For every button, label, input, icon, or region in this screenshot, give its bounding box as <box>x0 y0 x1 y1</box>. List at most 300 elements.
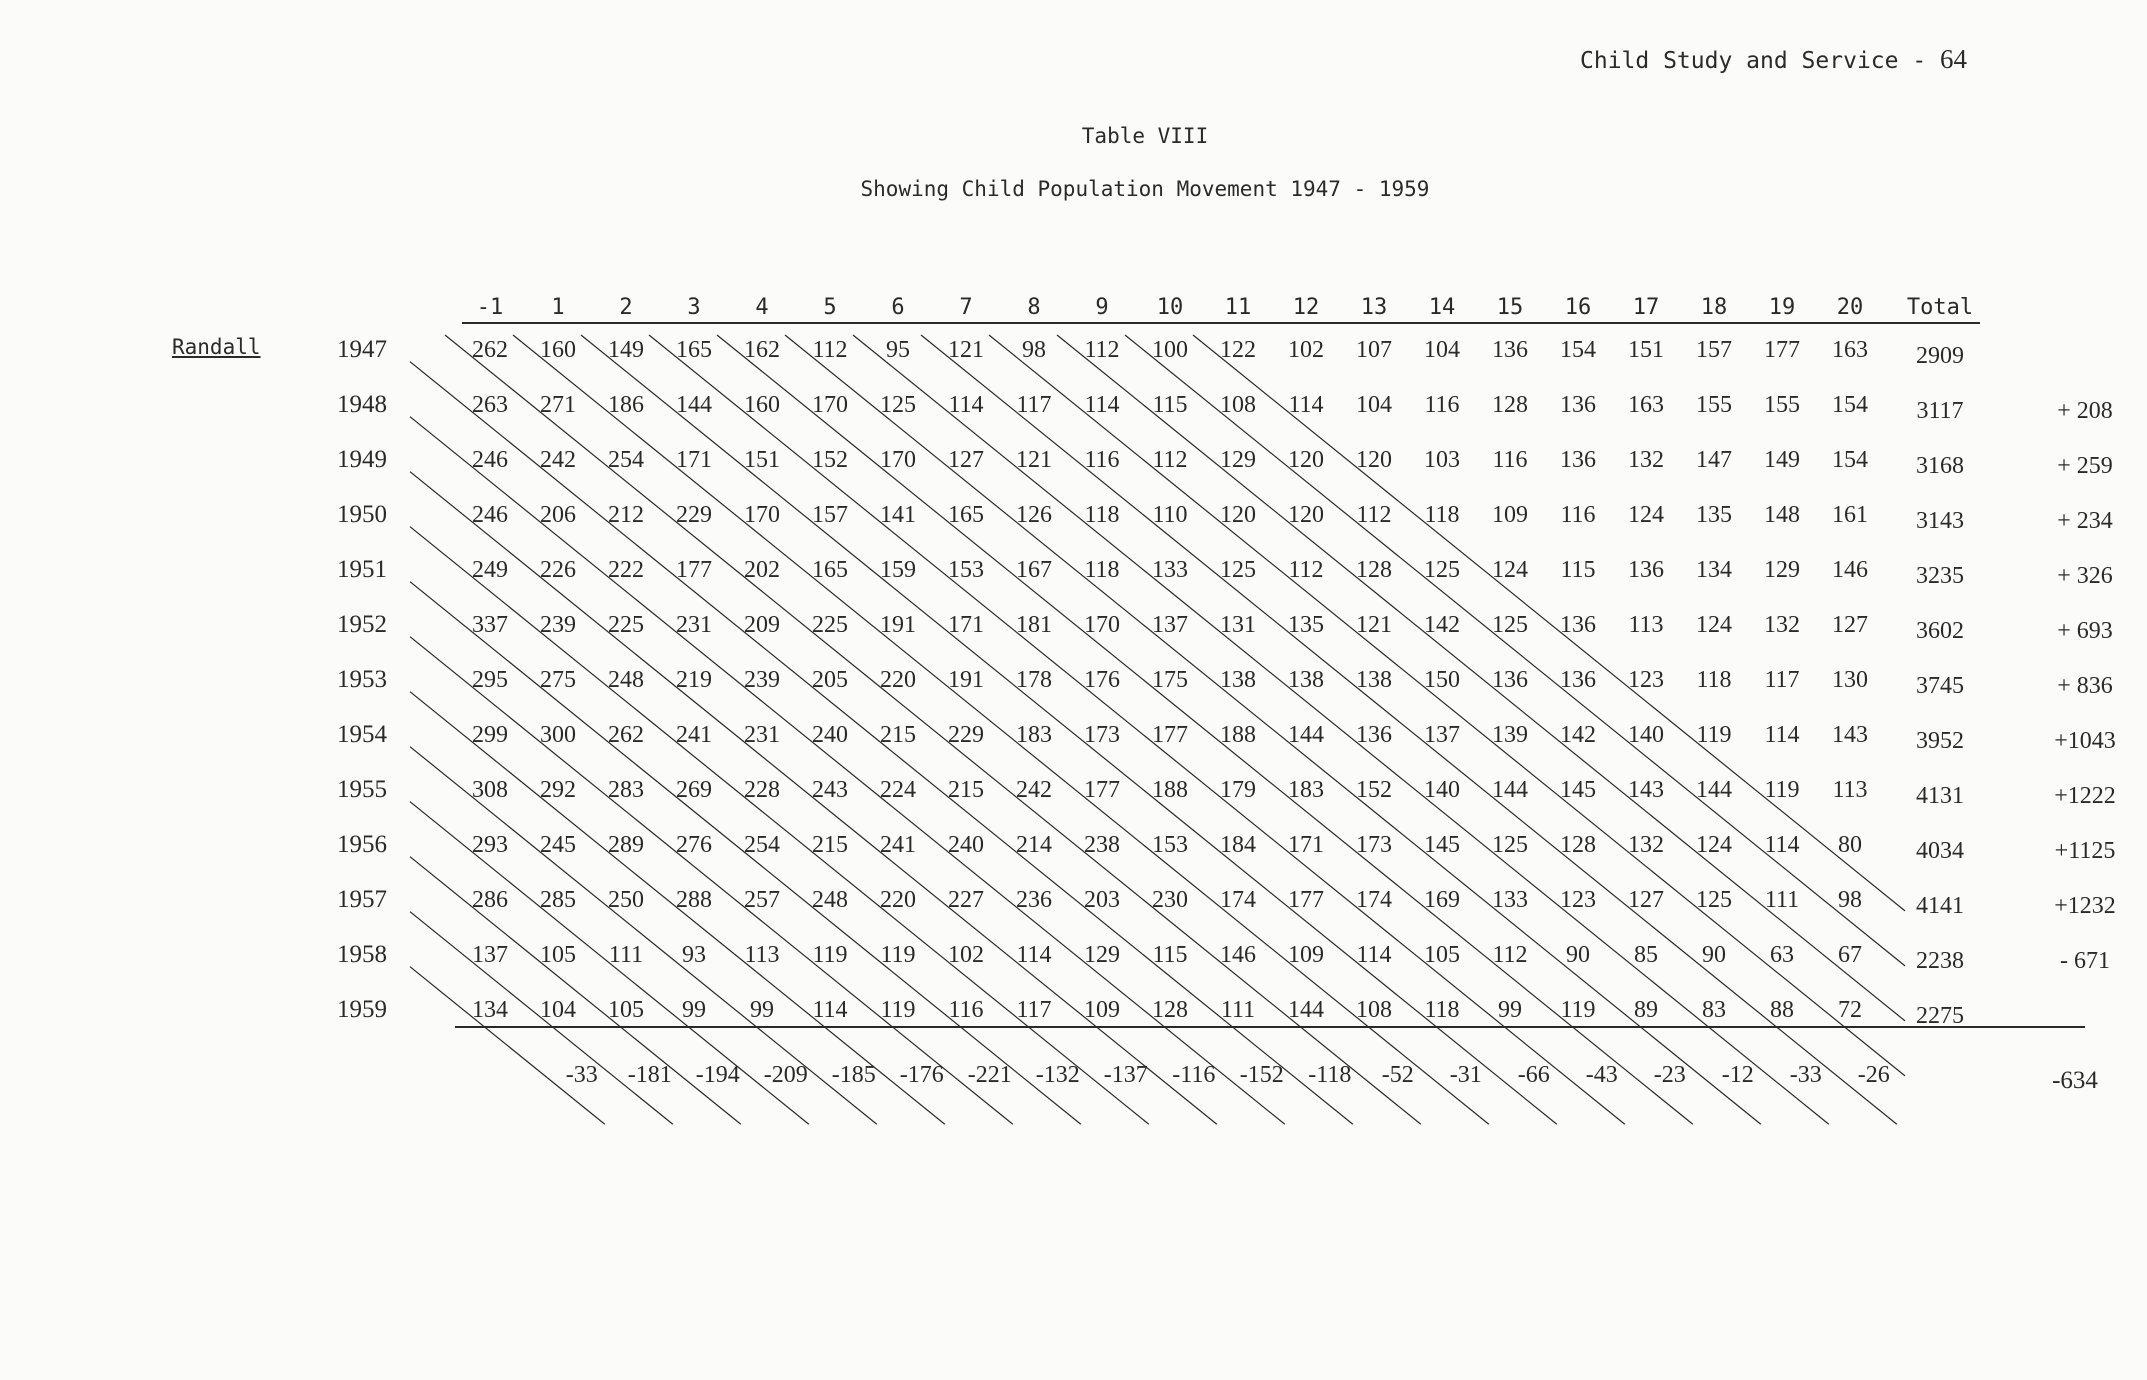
cohort-diagonal-line <box>410 637 1013 1125</box>
table-cell: 146 <box>1220 942 1256 968</box>
year-label: 1953 <box>337 666 387 693</box>
difference-cell: -176 <box>899 1062 944 1088</box>
table-cell: 225 <box>812 612 848 638</box>
table-cell: 154 <box>1832 392 1868 418</box>
year-label: 1948 <box>337 391 387 418</box>
table-cell: 205 <box>812 667 848 693</box>
table-cell: 241 <box>676 722 712 748</box>
table-cell: 119 <box>880 942 916 968</box>
table-cell: 132 <box>1628 832 1664 858</box>
table-cell: 110 <box>1152 502 1188 528</box>
row-total: 3143 <box>1916 508 1964 534</box>
table-cell: 177 <box>1764 337 1800 363</box>
table-cell: 115 <box>1152 942 1188 968</box>
table-cell: 152 <box>812 447 848 473</box>
table-cell: 130 <box>1832 667 1868 693</box>
table-cell: 129 <box>1084 942 1120 968</box>
cohort-diagonal-line <box>785 335 1761 1124</box>
table-cell: 170 <box>744 502 780 528</box>
year-label: 1955 <box>337 776 387 803</box>
difference-cell: -12 <box>1721 1062 1754 1088</box>
table-cell: 124 <box>1696 832 1732 858</box>
table-cell: 67 <box>1838 942 1862 968</box>
table-cell: 179 <box>1220 777 1256 803</box>
cohort-diagonal-line <box>1125 335 1905 966</box>
table-cell: 295 <box>472 667 508 693</box>
table-cell: 249 <box>472 557 508 583</box>
table-cell: 183 <box>1288 777 1324 803</box>
table-cell: 136 <box>1560 447 1596 473</box>
column-header: 1 <box>551 295 565 320</box>
row-total: 3745 <box>1916 673 1964 699</box>
year-label: 1959 <box>337 996 387 1023</box>
table-cell: 246 <box>472 447 508 473</box>
table-cell: 143 <box>1832 722 1868 748</box>
table-cell: 215 <box>948 777 984 803</box>
table-cell: 225 <box>608 612 644 638</box>
table-cell: 292 <box>540 777 576 803</box>
table-cell: 160 <box>540 337 576 363</box>
table-cell: 116 <box>1424 392 1460 418</box>
table-cell: 137 <box>1424 722 1460 748</box>
column-header: 10 <box>1156 295 1184 320</box>
table-cell: 177 <box>1288 887 1324 913</box>
table-cell: 111 <box>1764 887 1800 913</box>
table-cell: 123 <box>1628 667 1664 693</box>
table-cell: 191 <box>948 667 984 693</box>
table-cell: 157 <box>812 502 848 528</box>
difference-cell: -185 <box>831 1062 876 1088</box>
table-cell: 144 <box>1288 997 1324 1023</box>
table-cell: 137 <box>472 942 508 968</box>
table-cell: 132 <box>1764 612 1800 638</box>
table-cell: 138 <box>1356 667 1392 693</box>
table-cell: 161 <box>1832 502 1868 528</box>
table-cell: 170 <box>812 392 848 418</box>
cohort-diagonal-line <box>445 335 1421 1124</box>
table-cell: 102 <box>1288 337 1324 363</box>
year-label: 1954 <box>337 721 387 748</box>
table-cell: 167 <box>1016 557 1052 583</box>
table-cell: 117 <box>1016 997 1052 1023</box>
table-cell: 126 <box>1016 502 1052 528</box>
table-cell: 240 <box>812 722 848 748</box>
table-cell: 240 <box>948 832 984 858</box>
row-change: + 693 <box>2057 618 2113 644</box>
table-cell: 112 <box>1288 557 1324 583</box>
table-cell: 98 <box>1838 887 1862 913</box>
table-cell: 118 <box>1084 557 1120 583</box>
table-cell: 209 <box>744 612 780 638</box>
table-cell: 90 <box>1702 942 1726 968</box>
column-header: 7 <box>959 295 973 320</box>
table-cell: 254 <box>608 447 644 473</box>
table-cell: 99 <box>682 997 706 1023</box>
table-cell: 144 <box>1492 777 1528 803</box>
column-header: 16 <box>1564 295 1592 320</box>
table-cell: 124 <box>1696 612 1732 638</box>
difference-cell: -209 <box>763 1062 808 1088</box>
table-cell: 155 <box>1696 392 1732 418</box>
table-cell: 146 <box>1832 557 1868 583</box>
table-cell: 138 <box>1220 667 1256 693</box>
table-cell: 120 <box>1220 502 1256 528</box>
table-cell: 119 <box>1560 997 1596 1023</box>
table-cell: 144 <box>676 392 712 418</box>
table-cell: 117 <box>1764 667 1800 693</box>
table-cell: 163 <box>1628 392 1664 418</box>
table-cell: 134 <box>1696 557 1732 583</box>
table-cell: 120 <box>1288 447 1324 473</box>
page-header-text: Child Study and Service - <box>1580 48 1927 74</box>
table-cell: 95 <box>886 337 910 363</box>
table-cell: 125 <box>1696 887 1732 913</box>
table-cell: 109 <box>1084 997 1120 1023</box>
row-change: + 259 <box>2057 453 2113 479</box>
difference-cell: -33 <box>1789 1062 1822 1088</box>
table-cell: 224 <box>880 777 916 803</box>
table-cell: 135 <box>1696 502 1732 528</box>
row-total: 4141 <box>1916 893 1964 919</box>
table-subtitle: Showing Child Population Movement 1947 - 1959 <box>860 177 1430 201</box>
table-cell: 124 <box>1492 557 1528 583</box>
table-cell: 227 <box>948 887 984 913</box>
table-cell: 150 <box>1424 667 1460 693</box>
table-cell: 132 <box>1628 447 1664 473</box>
table-cell: 177 <box>676 557 712 583</box>
difference-cell: -152 <box>1239 1062 1284 1088</box>
table-cell: 120 <box>1356 447 1392 473</box>
year-label: 1951 <box>337 556 387 583</box>
table-cell: 114 <box>1084 392 1120 418</box>
table-cell: 113 <box>1628 612 1664 638</box>
year-label: 1947 <box>337 336 387 363</box>
table-cell: 202 <box>744 557 780 583</box>
table-cell: 242 <box>1016 777 1052 803</box>
year-label: 1957 <box>337 886 387 913</box>
table-cell: 337 <box>472 612 508 638</box>
table-cell: 122 <box>1220 337 1256 363</box>
table-cell: 129 <box>1764 557 1800 583</box>
year-label: 1950 <box>337 501 387 528</box>
table-cell: 100 <box>1152 337 1188 363</box>
table-cell: 141 <box>880 502 916 528</box>
table-cell: 83 <box>1702 997 1726 1023</box>
difference-cell: -221 <box>967 1062 1012 1088</box>
table-cell: 183 <box>1016 722 1052 748</box>
table-cell: 128 <box>1560 832 1596 858</box>
table-cell: 136 <box>1628 557 1664 583</box>
table-cell: 276 <box>676 832 712 858</box>
table-title: Table VIII <box>1081 124 1209 148</box>
table-cell: 128 <box>1356 557 1392 583</box>
cohort-diagonal-line <box>717 335 1693 1124</box>
difference-cell: -116 <box>1172 1062 1216 1088</box>
table-cell: 121 <box>1016 447 1052 473</box>
table-cell: 154 <box>1832 447 1868 473</box>
table-cell: 113 <box>744 942 780 968</box>
difference-cell: -31 <box>1449 1062 1482 1088</box>
table-cell: 308 <box>472 777 508 803</box>
table-cell: 153 <box>1152 832 1188 858</box>
table-cell: 173 <box>1356 832 1392 858</box>
table-cell: 125 <box>1424 557 1460 583</box>
table-cell: 228 <box>744 777 780 803</box>
table-cell: 117 <box>1016 392 1052 418</box>
table-cell: 125 <box>880 392 916 418</box>
difference-cell: -66 <box>1517 1062 1550 1088</box>
difference-cell: -194 <box>695 1062 740 1088</box>
table-cell: 125 <box>1492 832 1528 858</box>
table-cell: 174 <box>1356 887 1392 913</box>
table-cell: 178 <box>1016 667 1052 693</box>
table-cell: 112 <box>1356 502 1392 528</box>
table-cell: 104 <box>1424 337 1460 363</box>
table-cell: 241 <box>880 832 916 858</box>
table-cell: 108 <box>1356 997 1392 1023</box>
table-cell: 212 <box>608 502 644 528</box>
table-cell: 250 <box>608 887 644 913</box>
table-cell: 118 <box>1424 997 1460 1023</box>
table-cell: 245 <box>540 832 576 858</box>
table-cell: 143 <box>1628 777 1664 803</box>
table-cell: 119 <box>1764 777 1800 803</box>
table-cell: 89 <box>1634 997 1658 1023</box>
row-change: - 671 <box>2060 948 2110 974</box>
table-cell: 257 <box>744 887 780 913</box>
table-cell: 119 <box>1696 722 1732 748</box>
table-cell: 99 <box>750 997 774 1023</box>
table-cell: 286 <box>472 887 508 913</box>
table-cell: 248 <box>608 667 644 693</box>
table-cell: 127 <box>1832 612 1868 638</box>
table-cell: 114 <box>1764 832 1800 858</box>
table-cell: 153 <box>948 557 984 583</box>
column-header: 5 <box>823 295 837 320</box>
row-change: +1222 <box>2054 783 2116 809</box>
table-cell: 236 <box>1016 887 1052 913</box>
row-total: 3235 <box>1916 563 1964 589</box>
table-cell: 222 <box>608 557 644 583</box>
cohort-diagonal-line <box>649 335 1625 1124</box>
table-cell: 99 <box>1498 997 1522 1023</box>
table-cell: 275 <box>540 667 576 693</box>
table-cell: 283 <box>608 777 644 803</box>
table-cell: 118 <box>1084 502 1120 528</box>
table-cell: 131 <box>1220 612 1256 638</box>
table-cell: 109 <box>1492 502 1528 528</box>
table-cell: 136 <box>1560 392 1596 418</box>
table-cell: 114 <box>1356 942 1392 968</box>
table-cell: 188 <box>1152 777 1188 803</box>
table-cell: 128 <box>1492 392 1528 418</box>
row-total: 3117 <box>1916 398 1964 424</box>
table-cell: 119 <box>812 942 848 968</box>
table-cell: 149 <box>608 337 644 363</box>
table-cell: 188 <box>1220 722 1256 748</box>
row-change: + 836 <box>2057 673 2113 699</box>
table-cell: 123 <box>1560 887 1596 913</box>
table-cell: 127 <box>948 447 984 473</box>
row-total: 2275 <box>1916 1003 1964 1029</box>
column-header: 19 <box>1768 295 1796 320</box>
table-cell: 181 <box>1016 612 1052 638</box>
column-header: 14 <box>1428 295 1456 320</box>
table-cell: 157 <box>1696 337 1732 363</box>
column-header: 17 <box>1632 295 1660 320</box>
table-cell: 171 <box>676 447 712 473</box>
table-cell: 118 <box>1424 502 1460 528</box>
table-cell: 104 <box>1356 392 1392 418</box>
table-cell: 186 <box>608 392 644 418</box>
table-cell: 289 <box>608 832 644 858</box>
table-cell: 142 <box>1424 612 1460 638</box>
table-cell: 102 <box>948 942 984 968</box>
table-cell: 114 <box>1016 942 1052 968</box>
table-cell: 145 <box>1424 832 1460 858</box>
table-cell: 103 <box>1424 447 1460 473</box>
table-cell: 112 <box>812 337 848 363</box>
column-header: 20 <box>1836 295 1864 320</box>
difference-cell: -23 <box>1653 1062 1686 1088</box>
table-cell: 63 <box>1770 942 1794 968</box>
table-cell: 80 <box>1838 832 1862 858</box>
table-cell: 163 <box>1832 337 1868 363</box>
difference-cell: -33 <box>565 1062 598 1088</box>
table-cell: 262 <box>608 722 644 748</box>
table-cell: 288 <box>676 887 712 913</box>
table-cell: 203 <box>1084 887 1120 913</box>
table-cell: 151 <box>1628 337 1664 363</box>
table-cell: 177 <box>1084 777 1120 803</box>
table-cell: 184 <box>1220 832 1256 858</box>
table-cell: 104 <box>540 997 576 1023</box>
row-change: +1232 <box>2054 893 2116 919</box>
table-cell: 159 <box>880 557 916 583</box>
table-cell: 271 <box>540 392 576 418</box>
cohort-diagonal-line <box>581 335 1557 1124</box>
year-label: 1956 <box>337 831 387 858</box>
column-header: 8 <box>1027 295 1041 320</box>
row-total: 3602 <box>1916 618 1964 644</box>
table-cell: 116 <box>1492 447 1528 473</box>
table-cell: 114 <box>1764 722 1800 748</box>
table-cell: 170 <box>1084 612 1120 638</box>
table-cell: 129 <box>1220 447 1256 473</box>
total-header: Total <box>1906 295 1974 320</box>
row-total: 2909 <box>1916 343 1964 369</box>
row-total: 3952 <box>1916 728 1964 754</box>
difference-cell: -26 <box>1857 1062 1890 1088</box>
table-cell: 220 <box>880 667 916 693</box>
table-cell: 142 <box>1560 722 1596 748</box>
table-cell: 171 <box>948 612 984 638</box>
column-header: 3 <box>687 295 701 320</box>
table-cell: 248 <box>812 887 848 913</box>
year-label: 1958 <box>337 941 387 968</box>
table-cell: 293 <box>472 832 508 858</box>
table-cell: 136 <box>1560 612 1596 638</box>
table-cell: 214 <box>1016 832 1052 858</box>
row-change: + 234 <box>2057 508 2113 534</box>
table-cell: 220 <box>880 887 916 913</box>
table-cell: 285 <box>540 887 576 913</box>
table-cell: 175 <box>1152 667 1188 693</box>
table-cell: 254 <box>744 832 780 858</box>
table-cell: 171 <box>1288 832 1324 858</box>
page-number: 64 <box>1940 44 1968 74</box>
table-cell: 238 <box>1084 832 1120 858</box>
table-cell: 239 <box>744 667 780 693</box>
table-cell: 215 <box>812 832 848 858</box>
table-cell: 231 <box>676 612 712 638</box>
year-label: 1952 <box>337 611 387 638</box>
difference-cell: -137 <box>1103 1062 1148 1088</box>
row-total: 4034 <box>1916 838 1964 864</box>
difference-cell: -43 <box>1585 1062 1618 1088</box>
table-cell: 229 <box>948 722 984 748</box>
table-cell: 121 <box>1356 612 1392 638</box>
table-cell: 148 <box>1764 502 1800 528</box>
table-cell: 242 <box>540 447 576 473</box>
table-cell: 169 <box>1424 887 1460 913</box>
table-cell: 144 <box>1696 777 1732 803</box>
table-cell: 206 <box>540 502 576 528</box>
row-change: +1043 <box>2054 728 2116 754</box>
table-cell: 136 <box>1492 667 1528 693</box>
table-cell: 90 <box>1566 942 1590 968</box>
table-cell: 111 <box>1220 997 1256 1023</box>
table-cell: 127 <box>1628 887 1664 913</box>
table-cell: 152 <box>1356 777 1392 803</box>
row-change: + 326 <box>2057 563 2113 589</box>
table-cell: 124 <box>1628 502 1664 528</box>
table-cell: 115 <box>1152 392 1188 418</box>
table-cell: 114 <box>1288 392 1324 418</box>
table-cell: 125 <box>1492 612 1528 638</box>
row-total: 4131 <box>1916 783 1964 809</box>
cohort-diagonal-line <box>921 335 1897 1124</box>
table-cell: 116 <box>1084 447 1120 473</box>
cohort-diagonal-line <box>853 335 1829 1124</box>
column-header: 15 <box>1496 295 1524 320</box>
table-cell: 112 <box>1152 447 1188 473</box>
table-cell: 191 <box>880 612 916 638</box>
table-cell: 134 <box>472 997 508 1023</box>
table-cell: 112 <box>1084 337 1120 363</box>
table-cell: 165 <box>812 557 848 583</box>
row-total: 2238 <box>1916 948 1964 974</box>
table-cell: 137 <box>1152 612 1188 638</box>
table-cell: 140 <box>1424 777 1460 803</box>
table-cell: 176 <box>1084 667 1120 693</box>
table-cell: 114 <box>812 997 848 1023</box>
table-cell: 177 <box>1152 722 1188 748</box>
district-label: Randall <box>172 335 261 359</box>
row-total: 3168 <box>1916 453 1964 479</box>
column-header: -1 <box>476 295 504 320</box>
table-cell: 114 <box>948 392 984 418</box>
table-cell: 239 <box>540 612 576 638</box>
table-cell: 170 <box>880 447 916 473</box>
difference-cell: -118 <box>1308 1062 1352 1088</box>
table-cell: 138 <box>1288 667 1324 693</box>
table-cell: 119 <box>880 997 916 1023</box>
table-cell: 174 <box>1220 887 1256 913</box>
table-cell: 140 <box>1628 722 1664 748</box>
table-cell: 246 <box>472 502 508 528</box>
difference-cell: -181 <box>627 1062 672 1088</box>
